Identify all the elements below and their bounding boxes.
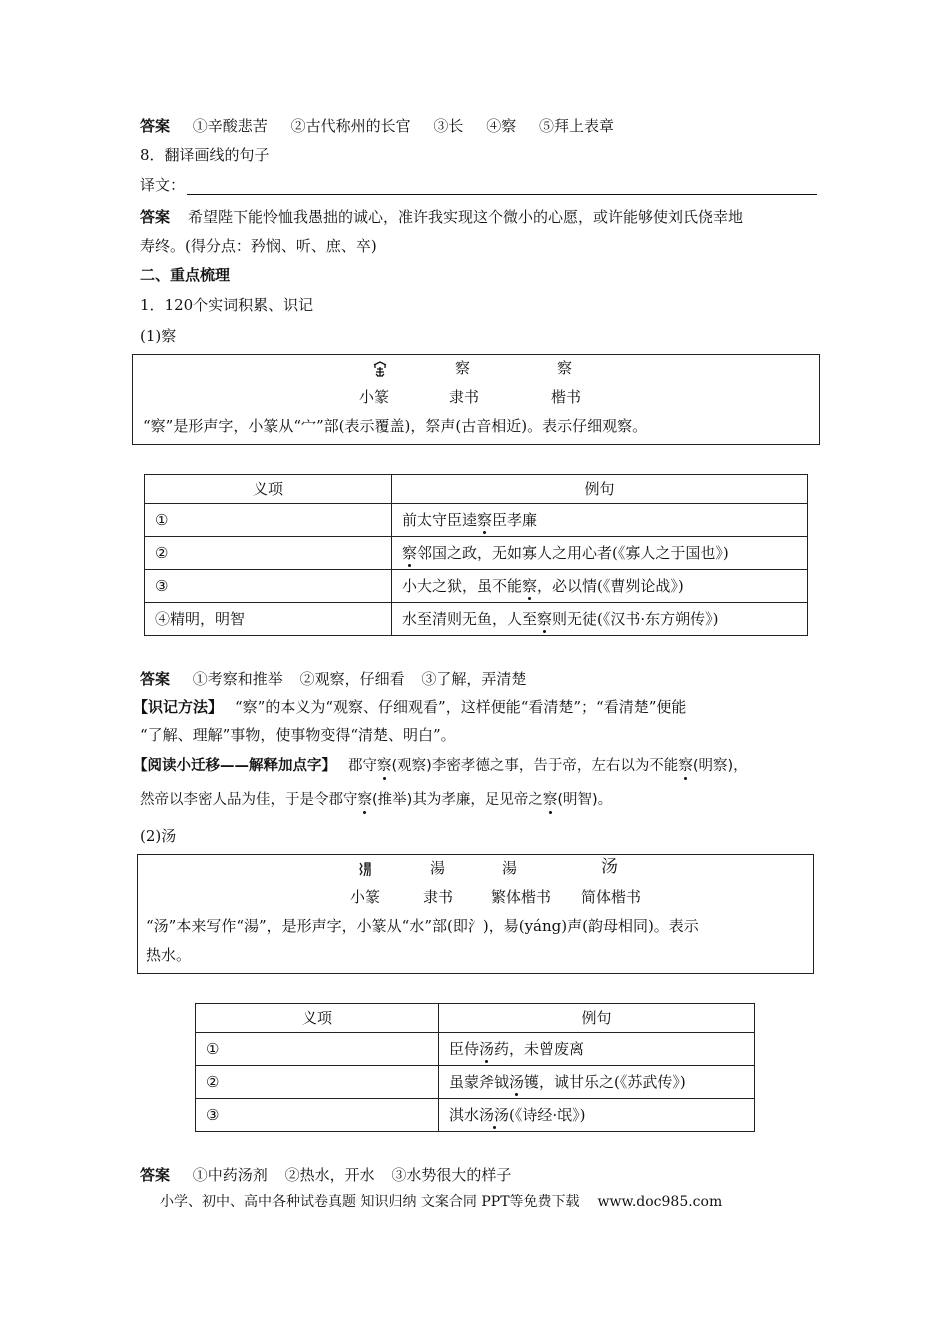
seal-script-icon — [358, 861, 372, 877]
dotted-character: 察 — [522, 577, 538, 595]
reading-label: 【阅读小迁移——解释加点字】 — [133, 758, 336, 774]
form-name: 楷书 — [551, 388, 582, 406]
example-cell — [439, 1033, 755, 1066]
example-text: 前太守臣逵 — [402, 511, 478, 529]
answer-item: ⑤拜上表章 — [538, 117, 614, 135]
column-header: 义项 — [196, 1004, 439, 1033]
reading-text: (明智)。 — [557, 792, 613, 808]
answer-item: ③了解，弄清楚 — [421, 670, 527, 688]
sense-cell: ② — [196, 1066, 439, 1099]
seal-script-icon — [373, 361, 387, 377]
q8-answer-line-1 — [140, 207, 743, 227]
column-header: 例句 — [392, 475, 808, 504]
reading-line-2 — [140, 790, 612, 810]
page-footer — [160, 1192, 722, 1212]
question-8-title: 8．翻译画线的句子 — [140, 146, 270, 164]
memory-method-line-1 — [133, 697, 686, 717]
column-header: 例句 — [439, 1004, 755, 1033]
form-name: 小篆 — [359, 388, 390, 406]
example-text: 镬，诚甘乐之(《苏武传》) — [524, 1073, 686, 1091]
form-name: 简体楷书 — [581, 888, 642, 906]
dotted-character: 察 — [377, 758, 392, 774]
subsection-heading: 1．120个实词积累、识记 — [140, 296, 314, 314]
example-cell — [392, 603, 808, 636]
character-evolution-box-tang — [137, 854, 814, 974]
character-evolution-box-cha — [132, 354, 820, 445]
example-text: 淇水 — [449, 1106, 480, 1124]
gloss-table-cha — [144, 474, 808, 636]
example-text: 则无徒(《汉书·东方朔传》) — [552, 610, 719, 628]
example-text: 臣孝廉 — [492, 511, 538, 529]
q8-answer-line-2: 寿终。(得分点：矜悯、听、庶、卒) — [140, 237, 377, 255]
table-header-row — [196, 1004, 755, 1033]
dotted-character: 察 — [477, 511, 493, 529]
tang-answer-line — [140, 1165, 511, 1185]
sense-cell: ④精明，明智 — [145, 603, 392, 636]
footer-url[interactable]: www.doc985.com — [597, 1194, 723, 1210]
answer-label: 答案 — [140, 1166, 171, 1184]
answer-item: ①中药汤剂 — [192, 1166, 268, 1184]
table-row — [145, 603, 808, 636]
seal-script-glyph — [358, 858, 372, 878]
answer-item: ①考察和推举 — [192, 670, 283, 688]
table-row — [196, 1099, 755, 1132]
dotted-character: 察 — [402, 544, 418, 562]
method-label: 【识记方法】 — [133, 698, 224, 716]
dotted-character: 汤 — [509, 1073, 525, 1091]
dotted-character: 察 — [678, 758, 693, 774]
answer-item: ②古代称州的长官 — [290, 117, 411, 135]
answer-item: ②热水，开水 — [284, 1166, 375, 1184]
example-text: 小大之狱，虽不能 — [402, 577, 523, 595]
translation-label: 译文： — [140, 176, 186, 194]
table-row — [145, 504, 808, 537]
simplified-regular-glyph: 汤 — [601, 857, 618, 877]
character-explanation: “察”是形声字，小篆从“宀”部(表示覆盖)，祭声(古音相近)。表示仔细观察。 — [143, 417, 648, 435]
example-cell — [392, 504, 808, 537]
q8-answer-text: 希望陛下能怜恤我愚拙的诚心，准许我实现这个微小的心愿，或许能够使刘氏侥幸地 — [188, 208, 744, 226]
form-name: 隶书 — [423, 888, 454, 906]
dotted-character: 察 — [542, 792, 558, 808]
example-text: ，必以情(《曹刿论战》) — [537, 577, 684, 595]
answer-item: ②观察，仔细看 — [299, 670, 405, 688]
answer-item: ①辛酸悲苦 — [192, 117, 268, 135]
answer-label: 答案 — [140, 208, 171, 226]
reading-text: (明察)， — [692, 758, 748, 774]
reading-text: (观察)李密孝德之事，告于帝，左右以为不能 — [391, 758, 679, 774]
clerical-script-glyph: 察 — [455, 359, 471, 377]
seal-script-glyph — [373, 358, 387, 378]
table-row — [196, 1066, 755, 1099]
example-cell — [439, 1066, 755, 1099]
table-row — [145, 537, 808, 570]
character-explanation-2: 热水。 — [146, 946, 192, 964]
reading-text: (推举)其为孝廉，足见帝之 — [372, 792, 543, 808]
example-text: (《诗经·氓》) — [509, 1106, 586, 1124]
translation-blank[interactable] — [187, 180, 817, 195]
entry-label-tang: (2)汤 — [140, 827, 177, 845]
example-cell — [392, 570, 808, 603]
dotted-character: 汤 — [479, 1040, 495, 1058]
regular-script-glyph: 察 — [557, 359, 573, 377]
example-text: 邻国之政，无如寡人之用心者(《寡人之于国也》) — [417, 544, 729, 562]
gloss-table-tang — [195, 1003, 755, 1132]
top-answer-line — [140, 116, 614, 136]
example-text: 药，未曾废离 — [494, 1040, 585, 1058]
form-name: 隶书 — [449, 388, 480, 406]
form-name: 小篆 — [350, 888, 381, 906]
column-header: 义项 — [145, 475, 392, 504]
example-text: 虽蒙斧钺 — [449, 1073, 510, 1091]
clerical-script-glyph: 湯 — [430, 859, 446, 877]
example-cell — [392, 537, 808, 570]
section-heading: 二、重点梳理 — [140, 266, 231, 284]
cha-answer-line — [140, 669, 526, 689]
answer-label: 答案 — [140, 117, 171, 135]
character-explanation-1: “汤”本来写作“湯”，是形声字，小篆从“水”部(即氵)，昜(yáng)声(韵母相同)。表示 — [146, 917, 699, 935]
table-header-row — [145, 475, 808, 504]
reading-text: 然帝以李密人品为佳，于是令郡守 — [140, 792, 358, 808]
answer-item: ④察 — [486, 117, 517, 135]
dotted-character: 察 — [537, 610, 553, 628]
sense-cell: ③ — [145, 570, 392, 603]
table-row — [145, 570, 808, 603]
footer-text: 小学、初中、高中各种试卷真题 知识归纳 文案合同 PPT等免费下载 — [160, 1194, 580, 1210]
memory-method-line-2: “了解、理解”事物，使事物变得“清楚、明白”。 — [140, 726, 456, 744]
entry-label-cha: (1)察 — [140, 327, 177, 345]
sense-cell: ① — [196, 1033, 439, 1066]
table-row — [196, 1033, 755, 1066]
example-text: 臣侍 — [449, 1040, 480, 1058]
dotted-character: 察 — [357, 792, 372, 808]
form-name: 繁体楷书 — [491, 888, 552, 906]
sense-cell: ① — [145, 504, 392, 537]
translation-line — [140, 175, 817, 195]
example-text: 水至清则无鱼，人至 — [402, 610, 538, 628]
example-cell — [439, 1099, 755, 1132]
sense-cell: ③ — [196, 1099, 439, 1132]
answer-item: ③水势很大的样子 — [391, 1166, 512, 1184]
traditional-regular-glyph: 湯 — [502, 859, 518, 877]
dotted-character: 汤汤 — [479, 1106, 510, 1124]
answer-label: 答案 — [140, 670, 171, 688]
method-text: “察”的本义为“观察、仔细观看”，这样便能“看清楚”；“看清楚”便能 — [235, 698, 687, 716]
reading-line-1 — [133, 756, 748, 776]
reading-text: 郡守 — [348, 758, 377, 774]
sense-cell: ② — [145, 537, 392, 570]
answer-item: ③长 — [433, 117, 464, 135]
